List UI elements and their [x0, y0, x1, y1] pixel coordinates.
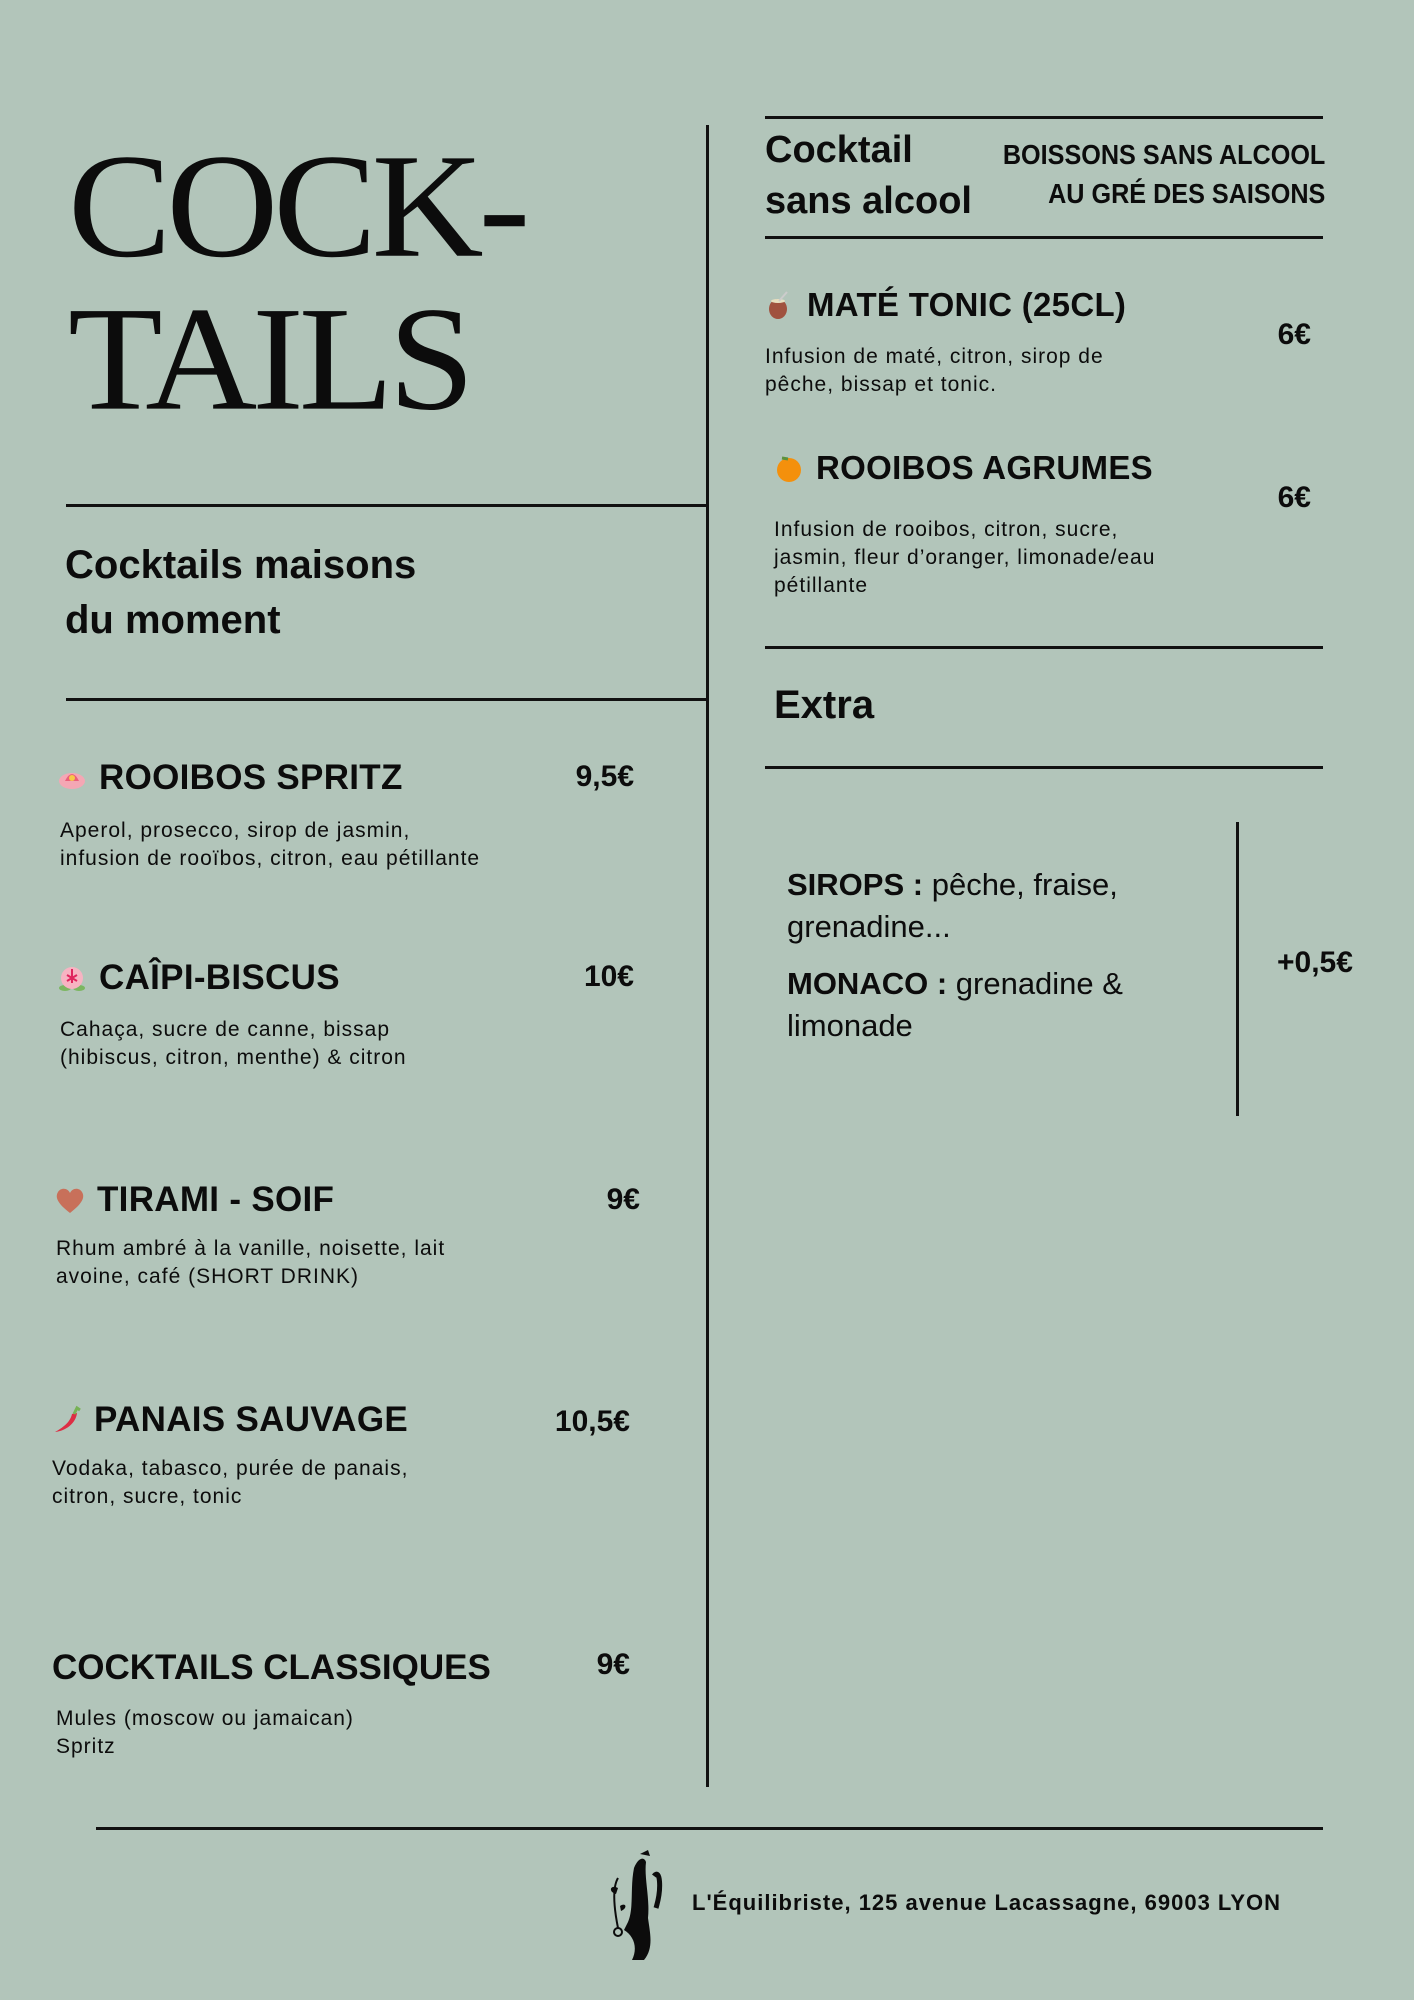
- desc-line: Infusion de maté, citron, sirop de: [765, 345, 1104, 368]
- house-heading: [65, 538, 416, 648]
- heading-line: du moment: [65, 598, 281, 642]
- item-name: ROOIBOS SPRITZ: [99, 758, 403, 797]
- extra-label: SIROPS :: [787, 867, 924, 902]
- divider: [765, 766, 1323, 769]
- extra-value: grenadine...: [787, 909, 951, 944]
- hibiscus-icon: [57, 963, 87, 993]
- desc-line: pêche, bissap et tonic.: [765, 373, 997, 396]
- divider: [765, 236, 1323, 239]
- extra-price: +0,5€: [1277, 946, 1353, 979]
- desc-line: Mules (moscow ou jamaican): [56, 1707, 354, 1730]
- item-description: [56, 1705, 354, 1761]
- desc-line: avoine, café (SHORT DRINK): [56, 1265, 359, 1288]
- desc-line: pétillante: [774, 574, 869, 597]
- menu-item-title: [55, 1180, 334, 1220]
- extra-sirops: [787, 864, 1118, 948]
- soft-subtitle: [1003, 135, 1325, 213]
- desc-line: Spritz: [56, 1735, 116, 1758]
- item-price: 9€: [606, 1183, 640, 1216]
- menu-item-title: [57, 758, 403, 798]
- desc-line: Infusion de rooibos, citron, sucre,: [774, 518, 1119, 541]
- subtitle-line: BOISSONS SANS ALCOOL: [1002, 139, 1325, 170]
- mate-gourd-icon: [765, 290, 795, 320]
- title-line-1: COCK-: [68, 123, 526, 289]
- divider: [66, 504, 708, 507]
- soft-heading: [765, 125, 972, 227]
- item-name: CAÎPI-BISCUS: [99, 958, 340, 997]
- divider: [765, 646, 1323, 649]
- item-name: COCKTAILS CLASSIQUES: [52, 1648, 491, 1687]
- item-description: [56, 1235, 445, 1291]
- extra-value: pêche, fraise,: [923, 867, 1118, 902]
- footer-divider: [96, 1827, 1323, 1830]
- extra-divider: [1236, 822, 1239, 1116]
- desc-line: jasmin, fleur d’oranger, limonade/eau: [774, 546, 1156, 569]
- extra-label: MONACO :: [787, 966, 948, 1001]
- orange-icon: [774, 453, 804, 483]
- item-price: 6€: [1277, 318, 1311, 351]
- extra-value: limonade: [787, 1008, 913, 1043]
- heading-line: Cocktail: [765, 129, 913, 171]
- desc-line: infusion de rooïbos, citron, eau pétillante: [60, 847, 481, 870]
- item-price: 6€: [1277, 481, 1311, 514]
- title-line-2: TAILS: [68, 276, 470, 441]
- item-name: MATÉ TONIC (25CL): [807, 286, 1127, 323]
- extra-value: grenadine &: [947, 966, 1123, 1001]
- heading-line: Cocktails maisons: [65, 543, 417, 587]
- menu-item-title: [765, 286, 1126, 324]
- item-description: [60, 1016, 407, 1072]
- desc-line: (hibiscus, citron, menthe) & citron: [60, 1046, 407, 1069]
- desc-line: Cahaça, sucre de canne, bissap: [60, 1018, 391, 1041]
- item-description: [774, 516, 1155, 600]
- chili-pepper-icon: [52, 1405, 82, 1435]
- item-price: 10€: [583, 960, 634, 993]
- heart-icon: [55, 1185, 85, 1215]
- item-name: TIRAMI - SOIF: [97, 1180, 335, 1219]
- heading-line: sans alcool: [765, 180, 972, 222]
- item-name: PANAIS SAUVAGE: [94, 1400, 409, 1439]
- extra-heading: Extra: [774, 683, 875, 727]
- item-name: ROOIBOS AGRUMES: [816, 449, 1153, 486]
- item-price: 9€: [596, 1648, 630, 1681]
- center-divider: [706, 125, 709, 1787]
- menu-item-title: [774, 449, 1153, 487]
- item-price: 10,5€: [554, 1405, 630, 1438]
- item-description: [60, 817, 480, 873]
- lotus-icon: [57, 763, 87, 793]
- divider: [66, 698, 708, 701]
- menu-item-title: [52, 1648, 491, 1688]
- item-description: [52, 1455, 408, 1511]
- equilibriste-logo-icon: [604, 1848, 670, 1964]
- desc-line: Aperol, prosecco, sirop de jasmin,: [60, 819, 411, 842]
- menu-item-title: [57, 958, 340, 998]
- subtitle-line: AU GRÉ DES SAISONS: [1047, 178, 1325, 209]
- item-price: 9,5€: [575, 760, 634, 793]
- footer-address: L'Équilibriste, 125 avenue Lacassagne, 69003 LYON: [692, 1890, 1282, 1915]
- desc-line: Vodaka, tabasco, purée de panais,: [52, 1457, 409, 1480]
- desc-line: citron, sucre, tonic: [52, 1485, 243, 1508]
- extra-monaco: [787, 963, 1123, 1047]
- menu-item-title: [52, 1400, 408, 1440]
- divider: [765, 116, 1323, 119]
- item-description: [765, 343, 1104, 399]
- desc-line: Rhum ambré à la vanille, noisette, lait: [56, 1237, 446, 1260]
